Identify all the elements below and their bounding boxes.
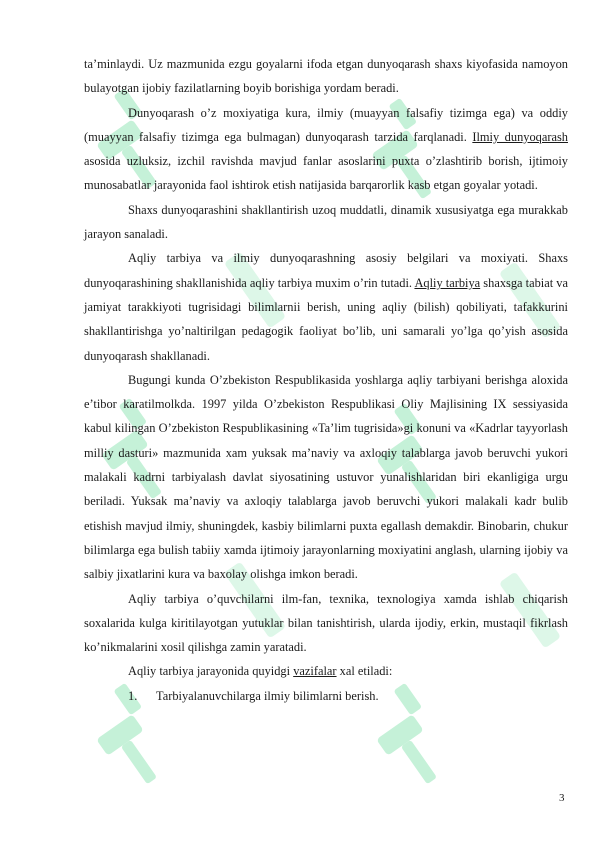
term-aqliy-tarbiya: Aqliy tarbiya — [414, 275, 481, 290]
paragraph-7 — [84, 659, 568, 683]
paragraph-4-intro: Aqliy tarbiya va ilmiy dunyoqarashning asosiy belgilari va moxiyati. Shaxs dunyoqarashining shakllanishida aqliy tarbiya muxim o’rin tutadi. — [84, 251, 568, 290]
paragraph-5: Bugungi kunda O’zbekiston Respublikasida yoshlarga aqliy tarbiyani berishga aloxida e’tibor karatilmolkda. 1997 yilda O’zbekiston Respublikasi Oliy Majlisining IX sessiyasida kabul kilingan O’zbekiston Respublikasining «Ta’lim tugrisida»gi konuni va «Kadrlar tayyorlash milliy dasturi» mazmunida xam yuksak ma’naviy va axloqiy talablarga javob beruvchi yukori malakali kadrni tarbiyalash davlat siyosatining ustuvor yunalishlaridan biri ekanligiga urgu beriladi. Yuksak ma’naviy va axloqiy talablarga javob beruvchi yukori malakali kadr bulib etishish mavjud ilmiy, shuningdek, kasbiy bilimlarni puxta egallash demakdir. Binobarin, chukur bilimlarga ega bulish tabiiy xamda ijtimoiy jarayonlarning moxiyatini anglash, ularning ijobiy va salbiy jixatlarini kura va baxolay olishga imkon beradi. — [84, 372, 568, 582]
page-number: 3 — [559, 792, 565, 804]
paragraph-3: Shaxs dunyoqarashini shakllantirish uzoq muddatli, dinamik xususiyatga ega murakkab jarayon sanaladi. — [84, 202, 568, 242]
body-text — [84, 52, 568, 708]
paragraph-2-intro: Dunyoqarash o’z moxiyatiga kura, ilmiy (muayyan falsafiy tizimga ega) va oddiy (muayyan falsafiy tizimga ega bulmagan) dunyoqarash tarzida farqlanadi. — [84, 105, 568, 144]
paragraph-7-intro: Aqliy tarbiya jarayonida quyidgi — [128, 664, 291, 679]
paragraph-4-body: shaxsga tabiat va jamiyat tarakkiyoti tugrisidagi bilimlarnii berish, uning aqliy (bilish) qobiliyati, tafakkurini shakllantirishga yo’naltirilgan pedagogik faoliyat bo’lib, uni samarali yo’lga qo’yish asosida dunyoqarash shakllanadi. — [84, 275, 568, 363]
list-item — [84, 684, 568, 708]
paragraph-2 — [84, 101, 568, 198]
term-vazifalar: vazifalar — [293, 664, 337, 679]
list-item-number: 1. — [128, 688, 138, 703]
paragraph-7-end: xal etiladi: — [339, 664, 393, 679]
paragraph-6: Aqliy tarbiya o’quvchilarni ilm-fan, texnika, texnologiya xamda ishlab chiqarish soxalarida kulga kiritilayotgan yutuklar bilan tanishtirish, ularda ijodiy, erkin, mustaqil fikrlash ko’nikmalarini xosil qilishga zamin yaratadi. — [84, 591, 568, 655]
list-item-text: Tarbiyalanuvchilarga ilmiy bilimlarni berish. — [156, 688, 379, 703]
term-ilmiy-dunyoqarash: Ilmiy dunyoqarash — [472, 129, 568, 144]
paragraph-1: ta’minlaydi. Uz mazmunida ezgu goyalarni ifoda etgan dunyoqarash shaxs kiyofasida namoyon bulayotgan ijobiy fazilatlarning boyib borishiga yordam beradi. — [84, 57, 568, 96]
paragraph-2-body: asosida uzluksiz, izchil ravishda mavjud fanlar asoslarini puxta o’zlashtirib borish, ijtimoiy munosabatlar jarayonida faol ishtirok etish natijasida barqarorlik kasb etgan goyalar yotadi. — [84, 154, 568, 193]
paragraph-4 — [84, 246, 568, 367]
